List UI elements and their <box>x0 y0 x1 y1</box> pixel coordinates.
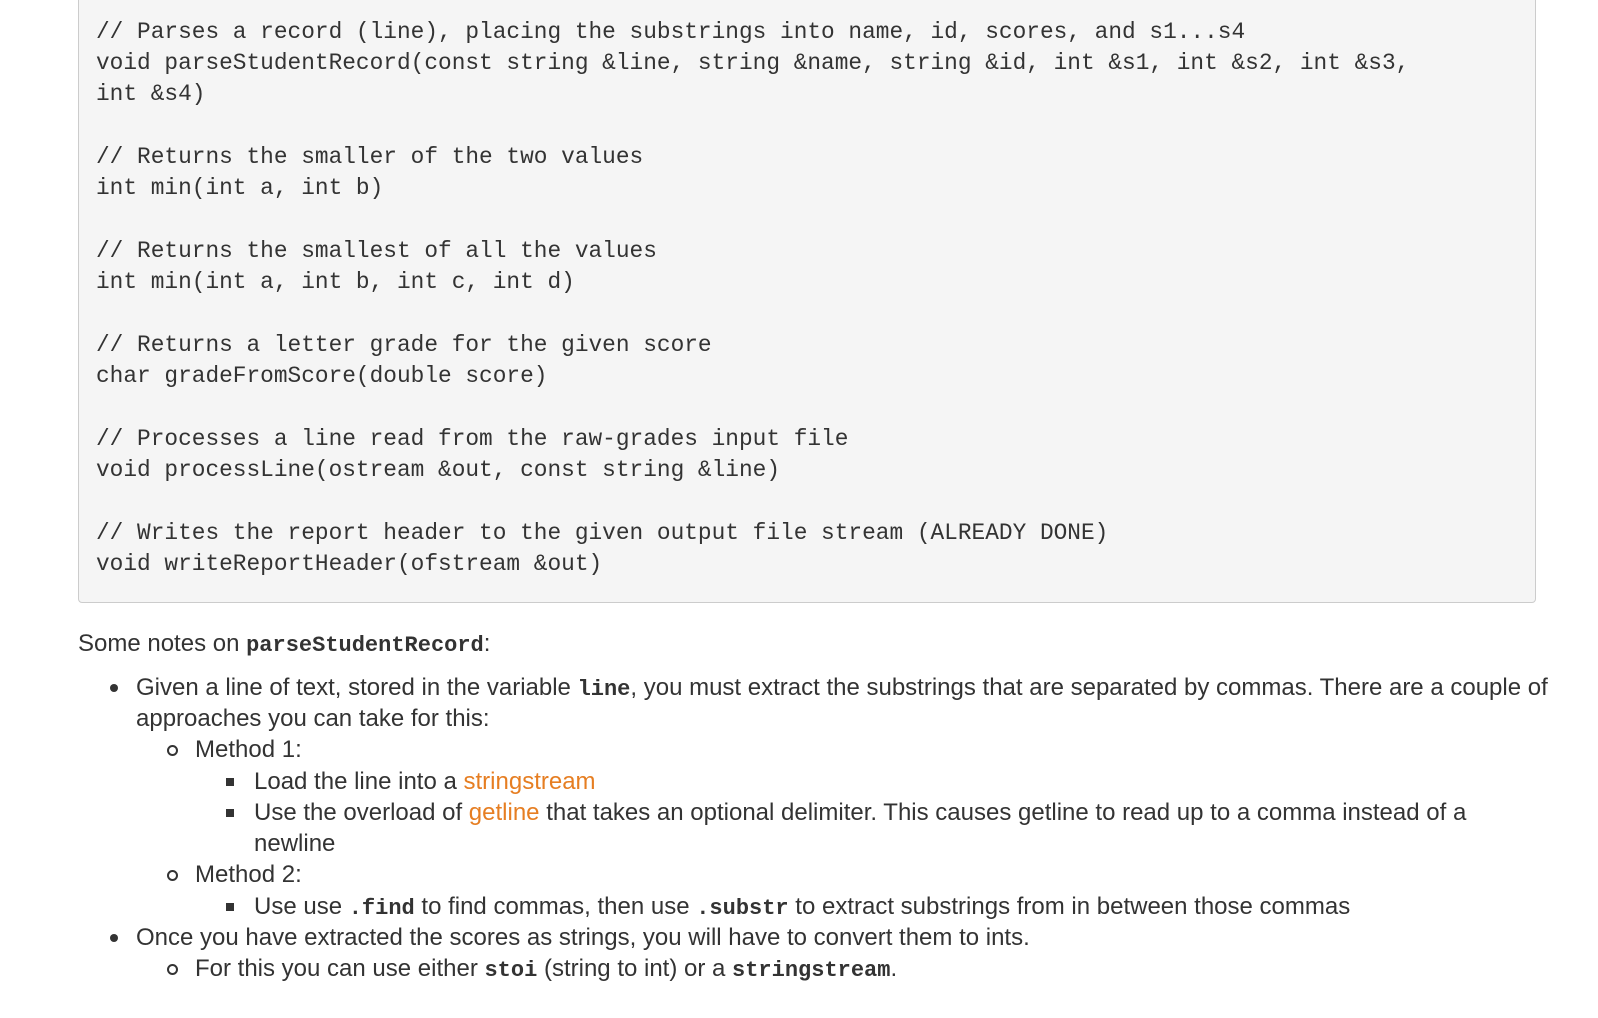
code-signature-header: void writeReportHeader(ofstream &out) <box>96 551 603 577</box>
code-signature-min2: int min(int a, int b) <box>96 175 384 201</box>
method1-label: Method 1: <box>195 736 302 763</box>
item2a-text3: . <box>890 955 898 982</box>
code-comment-min2: // Returns the smaller of the two values <box>96 144 644 170</box>
code-comment-min4: // Returns the smallest of all the values <box>96 238 657 264</box>
code-signature-min4: int min(int a, int b, int c, int d) <box>96 269 575 295</box>
disc-bullet-icon <box>110 934 118 942</box>
square-bullet-icon <box>226 809 234 817</box>
m2a-text3: to extract substrings from in between those commas <box>788 893 1351 920</box>
list-item-getline <box>254 797 1466 829</box>
notes-heading-code: parseStudentRecord <box>246 633 484 658</box>
m1a-text: Load the line into a <box>254 768 464 795</box>
item2a-code2: stringstream <box>732 958 891 983</box>
m2a-text1: Use use <box>254 893 349 920</box>
item1-text-a: Given a line of text, stored in the variable <box>136 674 578 701</box>
square-bullet-icon <box>226 778 234 786</box>
code-comment-grade: // Returns a letter grade for the given score <box>96 332 712 358</box>
notes-heading-suffix: : <box>483 630 491 657</box>
circle-bullet-icon <box>167 964 178 975</box>
stringstream-link[interactable]: stringstream <box>463 768 596 795</box>
m1b-text1: Use the overload of <box>254 799 469 826</box>
m2a-code1: .find <box>348 896 415 921</box>
list-item-stoi <box>195 953 897 987</box>
m1b-text2: that takes an optional delimiter. This causes getline to read up to a comma instead of a <box>539 799 1467 826</box>
list-item-extract <box>136 672 1548 706</box>
code-block <box>78 0 1536 603</box>
notes-heading-prefix: Some notes on <box>78 630 247 657</box>
code-comment-parse: // Parses a record (line), placing the substrings into name, id, scores, and s1...s4 <box>96 19 1246 45</box>
getline-link[interactable]: getline <box>468 799 540 826</box>
m2a-code2: .substr <box>696 896 789 921</box>
item2a-text1: For this you can use either <box>195 955 485 982</box>
square-bullet-icon <box>226 903 234 911</box>
item1-code: line <box>577 677 631 702</box>
code-comment-process: // Processes a line read from the raw-grades input file <box>96 426 849 452</box>
disc-bullet-icon <box>110 684 118 692</box>
circle-bullet-icon <box>167 870 178 881</box>
item1-text-b: , you must extract the substrings that are separated by commas. There are a couple of <box>630 674 1548 701</box>
list-item-find-substr <box>254 891 1350 925</box>
code-comment-header: // Writes the report header to the given output file stream (ALREADY DONE) <box>96 520 1109 546</box>
code-signature-process: void processLine(ostream &out, const string &line) <box>96 457 781 483</box>
code-signature-parse: void parseStudentRecord(const string &line, string &name, string &id, int &s1, int &s2, int &s3, <box>96 50 1410 76</box>
notes-heading <box>78 628 490 662</box>
method2-label: Method 2: <box>195 861 302 888</box>
item2a-code1: stoi <box>484 958 538 983</box>
list-item-convert: Once you have extracted the scores as strings, you will have to convert them to ints. <box>136 924 1030 951</box>
item2a-text2: (string to int) or a <box>537 955 733 982</box>
m2a-text2: to find commas, then use <box>414 893 697 920</box>
list-item-load-stringstream <box>254 766 596 798</box>
item1-text-c: approaches you can take for this: <box>136 705 490 732</box>
circle-bullet-icon <box>167 745 178 756</box>
code-signature-parse-cont: int &s4) <box>96 81 206 107</box>
code-signature-grade: char gradeFromScore(double score) <box>96 363 548 389</box>
m1b-text3: newline <box>254 830 336 857</box>
